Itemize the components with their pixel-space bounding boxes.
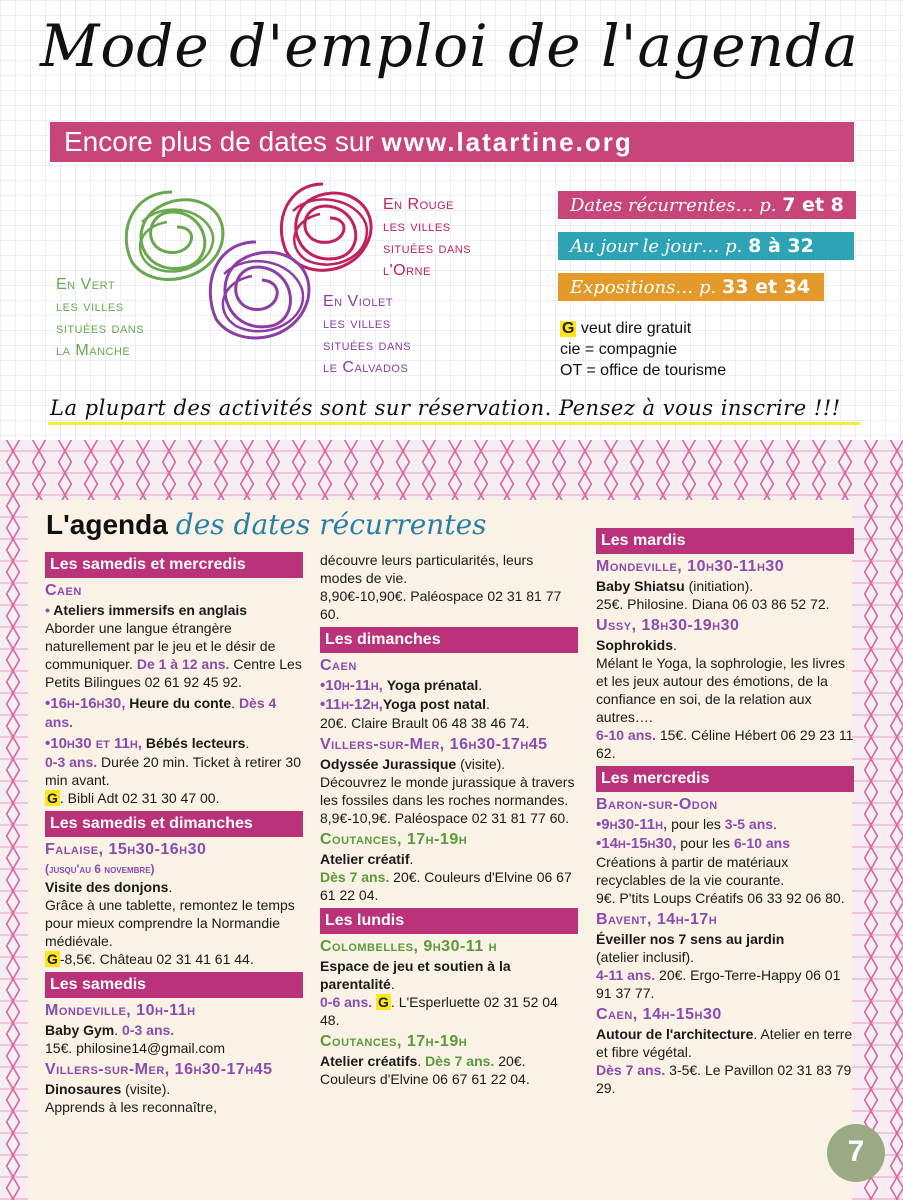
abbreviations-key: G veut dire gratuit cie = compagnie OT = office de tourisme [560, 320, 727, 379]
city-name: Villers-sur-Mer, 16h30-17h45 [45, 1061, 273, 1078]
list-item: Autour de l'architecture. Atelier en terre et fibre végétal. Dès 7 ans. 3-5€. Le Pavillon 02 31 83 79 29. [596, 1026, 853, 1096]
list-item: Éveiller nos 7 sens au jardin (atelier inclusif). 4-11 ans. 20€. Ergo-Terre-Happy 06 01 91 37 77. [596, 931, 841, 1001]
list-item: Sophrokids. Mélant le Yoga, la sophrologie, les livres et les jeux autour des émotions, de la confiance en soi, de la relation aux autres…. 6-10 ans. 15€. Céline Hébert 06 29 23 11 62. [596, 637, 854, 761]
free-badge: G [47, 951, 58, 967]
list-item: Odyssée Jurassique (visite). Découvrez le monde jurassique à travers les fossiles dans les roches normandes. 8,9€-10,9€. Paléospace 02 31 81 77 60. [320, 756, 575, 826]
section-header: Les samedis et mercredis [45, 552, 303, 578]
index-day-by-day[interactable]: Au jour le jour… p. 8 à 32 [558, 232, 854, 260]
city-name: Caen [45, 582, 82, 599]
free-badge: G [378, 994, 389, 1010]
list-item: Visite des donjons. Grâce à une tablette, remontez le temps pour mieux comprendre la Normandie médiévale. G -8,5€. Château 02 31 41 61 44. [45, 879, 295, 967]
city-name: Colombelles, 9h30-11 h [320, 938, 498, 955]
agenda-column-2 [320, 551, 578, 1091]
city-name: Coutances, 17h-19h [320, 1033, 468, 1050]
legend-red: En Rouge les villes situées dans l'Orne [383, 196, 472, 279]
city-name: Ussy, 18h30-19h30 [596, 617, 740, 634]
city-name: Coutances, 17h-19h [320, 831, 468, 848]
city-name: Baron-sur-Odon [596, 796, 718, 813]
list-item: Baby Shiatsu (initiation). 25€. Philosine. Diana 06 03 86 52 72. [596, 578, 830, 612]
section-header: Les mercredis [596, 766, 854, 792]
banner-prefix: Encore plus de dates sur [64, 126, 374, 157]
list-item: Atelier créatif. Dès 7 ans. 20€. Couleurs d'Elvine 06 67 61 22 04. [320, 851, 572, 903]
city-name: Villers-sur-Mer, 16h30-17h45 [320, 736, 548, 753]
city-name: Bavent, 14h-17h [596, 911, 718, 928]
page-title: Mode d'emploi de l'agenda [40, 12, 859, 80]
list-item: Atelier créatifs. Dès 7 ans. 20€. Couleurs d'Elvine 06 67 61 22 04. [320, 1053, 530, 1087]
list-item: •10h30 et 11h, Bébés lecteurs. 0-3 ans. Durée 20 min. Ticket à retirer 30 min avant. G . Bibli Adt 02 31 30 47 00. [45, 735, 302, 806]
list-item: Baby Gym. 0-3 ans. 15€. philosine14@gmail.com [45, 1022, 225, 1056]
section-header: Les dimanches [320, 627, 578, 653]
list-item: Dinosaures (visite). Apprends à les reconnaître, [45, 1081, 217, 1115]
agenda-column-3 [596, 524, 854, 1100]
section-header: Les samedis et dimanches [45, 811, 303, 837]
website-link[interactable]: www.latartine.org [381, 127, 633, 157]
list-item: •10h-11h, Yoga prénatal. •11h-12h,Yoga post natal. 20€. Claire Brault 06 48 38 46 74. [320, 677, 530, 731]
city-name: Falaise, 15h30-16h30 [45, 841, 207, 858]
section-header: Les samedis [45, 972, 303, 998]
section-header: Les mardis [596, 528, 854, 554]
legend-green: En Vert les villes situées dans la Manche [56, 276, 145, 359]
city-name: Caen [320, 657, 357, 674]
agenda-column-1: Les samedis et mercredis Caen • Ateliers immersifs en anglais Aborder une langue étrangère naturellement par le jeu et le désir de communiquer. De 1 à 12 ans. Centre Les Petits Bilingues 02 61 92 45 92. •16h-16h30, Heure du conte. Dès 4 ans. •10h30 et 11h, Bébés lecteurs. 0-3 ans. Durée 20 min. Ticket à retirer 30 min avant. G . Bibli Adt 02 31 30 47 00. Les samedis et dimanches Falaise, 15h30-16h30 (jusqu'au 6 novembre) Visite des donjons. Grâce à une tablette, remontez le temps pour mieux comprendre la Normandie médiévale. G -8,5€. Château 02 31 41 61 44. Les samedis Mondeville, 10h-11h Baby Gym. 0-3 ans. 15€. philosine14@gmail.com Villers-sur-Mer, 16h30-17h45 Dinosaures (visite). Apprends à les reconnaître, [45, 548, 303, 1119]
list-item: • Ateliers immersifs en anglais Aborder une langue étrangère naturellement par le jeu et le désir de communiquer. De 1 à 12 ans. Centre Les Petits Bilingues 02 61 92 45 92. [45, 602, 302, 690]
free-badge: G [47, 790, 58, 806]
list-item: •16h-16h30, Heure du conte. Dès 4 ans. [45, 695, 277, 730]
section-header: Les lundis [320, 908, 578, 934]
website-banner [50, 122, 854, 162]
notice-underline [48, 422, 860, 425]
violet-scribble-icon [196, 234, 316, 354]
city-name: Mondeville, 10h30-11h30 [596, 558, 785, 575]
legend-violet: En Violet les villes situées dans le Calvados [323, 293, 412, 376]
agenda-heading: L'agenda des dates récurrentes [46, 508, 487, 541]
list-item: Espace de jeu et soutien à la parentalité. 0-6 ans. G . L'Esperluette 02 31 52 04 48. [320, 958, 558, 1028]
index-recurring-dates[interactable]: Dates récurrentes… p. 7 et 8 [558, 191, 856, 219]
city-name: Caen, 14h-15h30 [596, 1006, 722, 1023]
reservation-notice: La plupart des activités sont sur réservation. Pensez à vous inscrire !!! [50, 396, 841, 420]
free-badge: G [562, 320, 575, 337]
index-exhibitions[interactable]: Expositions… p. 33 et 34 [558, 273, 824, 301]
list-item: •9h30-11h, pour les 3-5 ans. •14h-15h30, pour les 6-10 ans Créations à partir de matériaux recyclables de la vie courante. 9€. P'tits Loups Créatifs 06 33 92 06 80. [596, 816, 845, 906]
city-name: Mondeville, 10h-11h [45, 1002, 196, 1019]
list-item: découvre leurs particularités, leurs modes de vie. 8,90€-10,90€. Paléospace 02 31 81 77 60. [320, 552, 562, 622]
page-number: 7 [827, 1124, 885, 1182]
